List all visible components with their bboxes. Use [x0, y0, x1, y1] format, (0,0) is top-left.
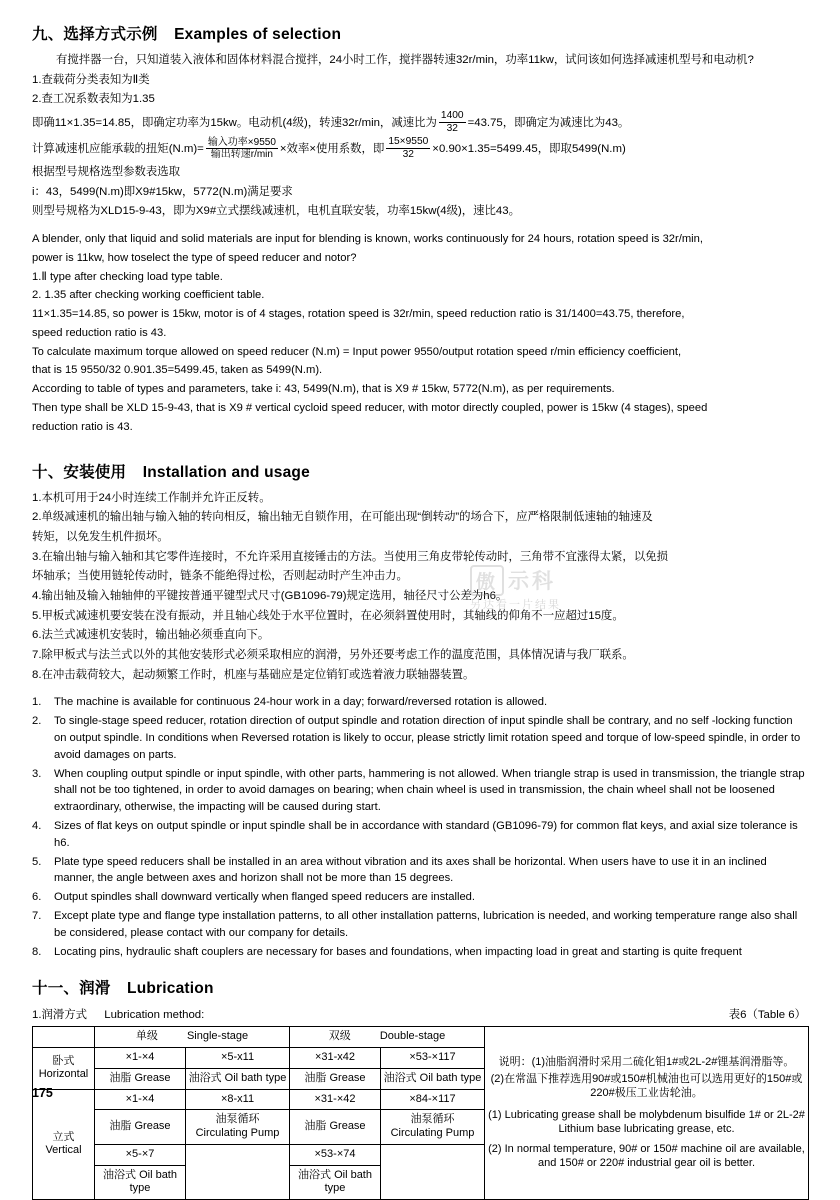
cell-v-r0-c2: ×31-×42: [290, 1089, 381, 1110]
selection-en-line-0: A blender, only that liquid and solid materials are input for blending is known, works continuously for 24 hours, rotation speed is 32r/min,: [32, 232, 704, 245]
list-item-number: 1.: [32, 696, 42, 709]
list-item-number: 8.: [32, 945, 42, 958]
installation-line-0: 1.本机可用于24小时连续工作制并允许正反转。: [32, 491, 271, 504]
list-item: [32, 854, 808, 888]
installation-line-7: 6.法兰式减速机安装时，输出轴必须垂直向下。: [32, 629, 270, 642]
torque-fraction-right: [386, 136, 430, 160]
row-header-horizontal-en: Horizontal: [38, 1068, 89, 1081]
cell-h-r0-c0: ×1-×4: [95, 1048, 186, 1069]
installation-line-5: 4.输出轴及输入轴轴伸的平键按普通平键型式尺寸(GB1096-79)规定选用，轴径尺寸公差为h6。: [32, 590, 508, 603]
list-item-text: To single-stage speed reducer, rotation direction of output spindle and rotation direction of input spindle shall be contrary, and no self -locking function on output spindle. In conditions when Reversed rotation is likely to occur, please strictly limit rotation speed and torque of low-speed spindle, in order to avoid damages on parts.: [54, 715, 801, 761]
row-header-vertical: [33, 1089, 95, 1200]
cell-h-r1-c3: 油浴式 Oil bath type: [381, 1068, 485, 1089]
section-heading-selection: [32, 22, 808, 44]
cell-v-r0-c0: ×1-×4: [95, 1089, 186, 1110]
col-header-double-stage-en: Double-stage: [379, 1030, 446, 1043]
table-header-row: [33, 1027, 809, 1048]
lubrication-table: [32, 1026, 809, 1200]
list-item-text: When coupling output spindle or input spindle, with other parts, hammering is not allowed. When triangle strap is used in transmission, the triangle strap shall not be too tightened, in order to avoid damages on bearing; when chain wheel is used in transmission, the chain wheel shall not be loosened extraordinary, otherwise, the impacting will be caused during start.: [54, 767, 805, 814]
col-header-double-stage-cn: 双级: [328, 1030, 351, 1043]
row-header-horizontal-cn: 卧式: [52, 1054, 75, 1067]
list-item-number: 7.: [32, 909, 42, 922]
list-item-number: 3.: [32, 767, 42, 780]
installation-line-1: 2.单级减速机的输出轴与输入轴的转向相反，输出轴无自锁作用，在可能出现“倒转动”的场合下，应严格限制低速轴的轴速及: [32, 511, 653, 524]
watermark-text: 示科: [508, 570, 557, 593]
selection-line-1: 1.查载荷分类表知为Ⅱ类: [32, 73, 150, 86]
table-notes-cell: [485, 1027, 809, 1200]
torque-right-denominator: 32: [402, 149, 414, 161]
torque-right-numerator: 15×9550: [388, 136, 429, 148]
selection-en-line-4: 11×1.35=14.85, so power is 15kw, motor is of 4 stages, rotation speed is 32r/min, speed reduction ratio is 31/1400=43.75, therefore,: [32, 308, 685, 321]
cell-v-r3-c2: 油浴式 Oil bath type: [290, 1165, 381, 1200]
note-cn-1: 说明：(1)油脂润滑时采用二硫化钼1#或2L-2#锂基润滑脂等。: [498, 1056, 795, 1069]
section-heading-installation: [32, 460, 808, 482]
list-item-number: 6.: [32, 891, 42, 904]
selection-en-line-10: reduction ratio is 43.: [32, 420, 133, 433]
ratio-numerator: 1400: [440, 110, 464, 122]
lubrication-method-label: [32, 1006, 204, 1022]
cell-v-r3-c0: 油浴式 Oil bath type: [95, 1165, 186, 1200]
list-item: [32, 766, 808, 816]
cell-h-r0-c1: ×5-x11: [186, 1048, 290, 1069]
lubrication-method-cn: 1.润滑方式: [32, 1009, 88, 1022]
watermark-box: 傲: [470, 565, 504, 596]
selection-line-9: 则型号规格为XLD15-9-43，即为X9#立式摆线减速机，电机直联安装，功率15kw(4级)，速比43。: [32, 205, 520, 218]
installation-line-9: 8.在冲击载荷较大，起动频繁工作时，机座与基础应是定位销钉或选着液力联轴器装置。: [32, 668, 475, 681]
list-item: [32, 694, 808, 711]
list-item-number: 5.: [32, 855, 42, 868]
installation-line-8: 7.除甲板式与法兰式以外的其他安装形式必须采取相应的润滑，另外还要考虑工作的温度范围，具体情况请与我厂联系。: [32, 649, 634, 662]
cell-v-r2-c2: ×53-×74: [290, 1144, 381, 1165]
cell-v-r1-c1: 油泵循环 Circulating Pump: [186, 1110, 290, 1145]
installation-english-list: [32, 694, 808, 960]
selection-en-line-2: 1.Ⅱ type after checking load type table.: [32, 270, 223, 283]
note-cn-2: (2)在常温下推荐选用90#或150#机械油也可以选用更好的150#或220#极压工业齿轮油。: [490, 1072, 803, 1099]
list-item: [32, 889, 808, 906]
selection-en-line-7: that is 15 9550/32 0.901.35=5499.45, taken as 5499(N.m).: [32, 364, 323, 377]
col-header-double-stage: [290, 1027, 485, 1048]
list-item-text: The machine is available for continuous 24-hour work in a day; forward/reversed rotation is allowed.: [54, 696, 548, 709]
col-header-single-stage: [95, 1027, 290, 1048]
selection-torque-formula: [32, 137, 808, 161]
page-number: 175: [32, 1086, 53, 1100]
table-caption: 表6（Table 6）: [728, 1009, 806, 1022]
list-item-text: Output spindles shall downward vertically when flanged speed reducers are installed.: [54, 891, 476, 904]
selection-en-line-5: speed reduction ratio is 43.: [32, 326, 167, 339]
table-corner-cell: [33, 1027, 95, 1048]
selection-en-line-9: Then type shall be XLD 15-9-43, that is X9 # vertical cycloid speed reducer, with motor directly coupled, power is 15kw (4 stages), speed: [32, 402, 708, 415]
lubrication-method-en: Lubrication method:: [104, 1009, 205, 1022]
installation-line-4: 坏轴承；当使用链轮传动时，链条不能绝得过松，否则起动时产生冲击力。: [32, 570, 408, 583]
installation-line-3: 3.在输出轴与输入轴和其它零件连接时，不允许采用直接锤击的方法。当使用三角皮带轮传动时，三角带不宜涨得太紧，以免损: [32, 550, 668, 563]
ratio-fraction: [439, 110, 466, 134]
row-header-vertical-en: Vertical: [45, 1144, 82, 1157]
selection-chinese-block: [32, 52, 808, 221]
cell-h-r0-c3: ×53-×117: [381, 1048, 485, 1069]
installation-line-2: 转矩，以免发生机件损坏。: [32, 531, 169, 544]
selection-en-line-8: According to table of types and parameters, take i: 43, 5499(N.m), that is X9 # 15kw, 5772(N.m), as per requirements.: [32, 383, 615, 396]
cell-h-r1-c2: 油脂 Grease: [290, 1068, 381, 1089]
torque-formula-mid: ×效率×使用系数，即: [279, 143, 385, 156]
selection-line-0: 有搅拌器一台，只知道装入液体和固体材料混合搅拌，24小时工作，搅拌器转速32r/min，功率11kw，试问该如何选择减速机型号和电动机?: [56, 54, 754, 66]
selection-en-line-3: 2. 1.35 after checking working coefficient table.: [32, 289, 265, 302]
selection-line-4-text: =43.75，即确定为减速比为43。: [467, 117, 630, 130]
list-item-text: Plate type speed reducers shall be installed in an area without vibration and its axes shall be horizontal. When users have to use it in an inclined manner, the angle between axes and horizon shall not be more than 15 degrees.: [54, 855, 767, 885]
list-item: [32, 713, 808, 763]
list-item: [32, 908, 808, 942]
note-en-2: (2) In normal temperature, 90# or 150# machine oil are available, and 150# or 220# industrial gear oil is better.: [488, 1142, 805, 1169]
cell-h-r0-c2: ×31-x42: [290, 1048, 381, 1069]
section-heading-selection-cn: 九、选择方式示例: [32, 26, 158, 43]
cell-v-r1-c2: 油脂 Grease: [290, 1110, 381, 1145]
list-item-number: 2.: [32, 715, 42, 728]
row-header-horizontal: [33, 1048, 95, 1090]
cell-v-r1-c0: 油脂 Grease: [95, 1110, 186, 1145]
torque-left-denominator: 输出转速r/min: [210, 149, 273, 161]
page-content: [32, 22, 808, 1200]
selection-line-3: [32, 111, 808, 135]
section-heading-installation-en: Installation and usage: [142, 463, 310, 481]
selection-en-line-1: power is 11kw, how toselect the type of speed reducer and notor?: [32, 251, 357, 264]
cell-v-r2-c0: ×5-×7: [95, 1144, 186, 1165]
list-item: [32, 944, 808, 961]
selection-line-7: 根据型号规格选型参数表选取: [32, 165, 181, 178]
installation-line-6: 5.甲板式减速机要安装在没有振动，并且轴心线处于水平位置时，在必须斜置使用时，其轴线的仰角不一应超过15度。: [32, 609, 624, 622]
selection-line-8: i：43，5499(N.m)即X9#15kw，5772(N.m)满足要求: [32, 185, 293, 198]
col-header-single-stage-en: Single-stage: [186, 1030, 249, 1043]
selection-line-3-text: 即确11×1.35=14.85，即确定功率为15kw。电动机(4级)，转速32r/min，减速比为: [32, 117, 437, 130]
section-heading-installation-cn: 十、安装使用: [32, 463, 127, 481]
installation-chinese-block: [32, 490, 808, 685]
list-item: [32, 818, 808, 852]
cell-h-r1-c1: 油浴式 Oil bath type: [186, 1068, 290, 1089]
note-en-1: (1) Lubricating grease shall be molybdenum bisulfide 1# or 2L-2# Lithium base lubricating grease, etc.: [488, 1109, 805, 1136]
torque-formula-tail: ×0.90×1.35=5499.45，即取5499(N.m): [432, 143, 626, 156]
ratio-denominator: 32: [446, 122, 458, 134]
cell-v-r0-c3: ×84-×117: [381, 1089, 485, 1110]
cell-v-r2-c1: [186, 1144, 290, 1199]
list-item-number: 4.: [32, 819, 42, 832]
section-heading-lubrication: [32, 976, 808, 998]
cell-v-r0-c1: ×8-x11: [186, 1089, 290, 1110]
torque-left-numerator: 输入功率×9550: [207, 136, 276, 148]
cell-v-r1-c3: 油泵循环 Circulating Pump: [381, 1110, 485, 1145]
col-header-single-stage-cn: 单级: [135, 1030, 158, 1043]
list-item-text: Locating pins, hydraulic shaft couplers are necessary for bases and foundations, when impacting load in great and starting is quite frequent: [54, 945, 742, 958]
selection-line-2: 2.查工况系数表知为1.35: [32, 93, 155, 106]
list-item-text: Except plate type and flange type installation patterns, to all other installation patterns, lubrication is needed, and working temperature range also shall be considered, please contact with our company for details.: [54, 909, 798, 939]
section-heading-lubrication-cn: 十一、润滑: [32, 980, 111, 998]
selection-en-line-6: To calculate maximum torque allowed on speed reducer (N.m) = Input power 9550/output rotation speed r/min efficiency coefficient,: [32, 345, 682, 358]
watermark-subtext: 另达看一片结果: [470, 599, 561, 611]
selection-english-block: [32, 231, 808, 436]
row-header-vertical-cn: 立式: [52, 1130, 75, 1143]
torque-fraction-left: [206, 137, 278, 161]
list-item-text: Sizes of flat keys on output spindle or input spindle shall be in accordance with standard (GB1096-79) for common flat keys, and axial size tolerance is h6.: [54, 819, 798, 849]
lubrication-method-row: [32, 1006, 808, 1022]
section-heading-lubrication-en: Lubrication: [127, 980, 214, 998]
cell-h-r1-c0: 油脂 Grease: [95, 1068, 186, 1089]
cell-v-r2-c3: [381, 1144, 485, 1199]
section-heading-selection-en: Examples of selection: [174, 26, 342, 43]
torque-formula-label: 计算减速机应能承载的扭矩(N.m)=: [32, 143, 204, 156]
